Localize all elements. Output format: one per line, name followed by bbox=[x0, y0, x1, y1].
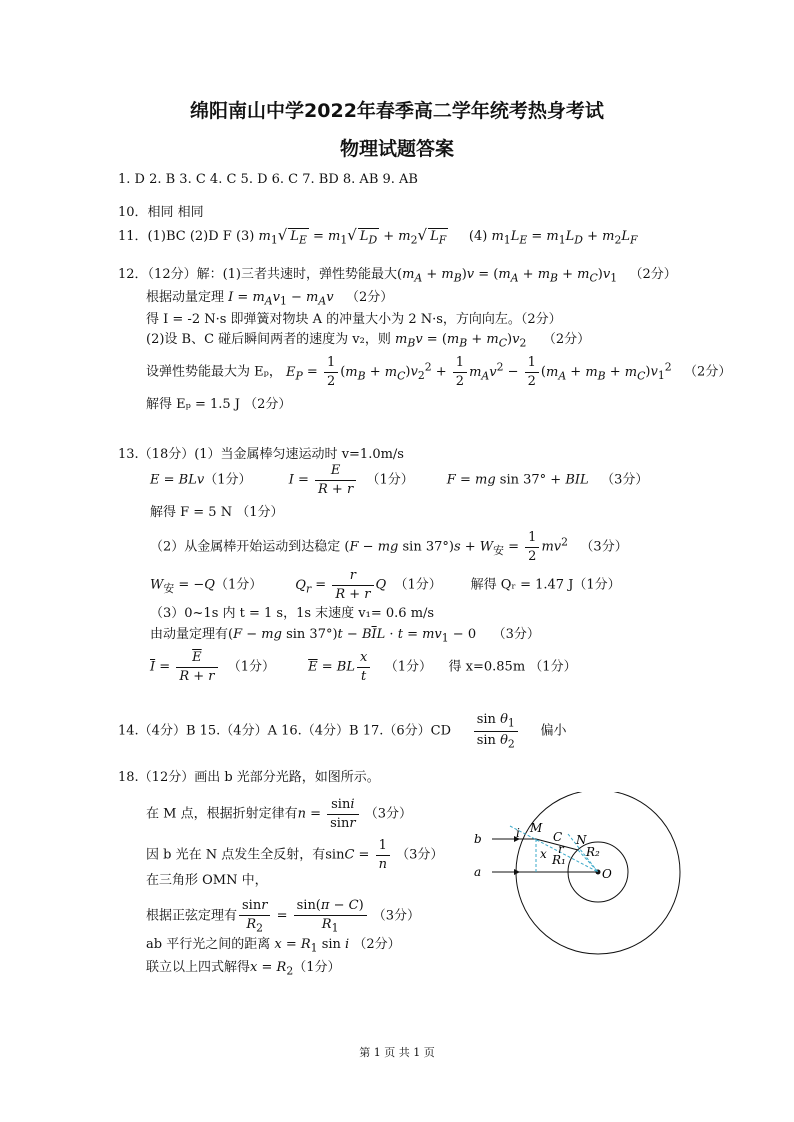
label-c: C bbox=[553, 830, 563, 844]
q12-line3: 得 I = -2 N·s 即弹簧对物块 A 的冲量大小为 2 N·s，方向向左。（2分） bbox=[146, 312, 562, 327]
q13-line1: 13.（18分）(1）当金属棒匀速运动时 v=1.0m/s bbox=[118, 447, 404, 462]
label-n: N bbox=[576, 833, 587, 847]
q12-line4: (2)设 B、C 碰后瞬间两者的速度为 v₂，则 $m_Bv = (m_B + m_C)v_2$ （2分） bbox=[146, 332, 591, 350]
q13-line7: 由动量定理有(F − mg $\sin 37^\circ)t - B\overline{I}L \cdot t = mv_1 - 0$ （3分） bbox=[150, 627, 540, 645]
label-a: a bbox=[474, 865, 482, 879]
q18-line6: ab 平行光之间的距离 $x = R_1$ sin i （2分） bbox=[146, 937, 401, 955]
q13-line6: （3）0~1s 内 t = 1 s，1s 末速度 v₁= 0.6 m/s bbox=[150, 606, 435, 621]
doc-subtitle: 物理试题答案 bbox=[339, 138, 454, 160]
q13-line3: 解得 F = 5 N （1分） bbox=[150, 505, 284, 520]
q14-17-line: 14.（4分）B 15.（4分）A 16.（4分）B 17.（6分）CD $\frac{\sin \theta_1}{\sin \theta_2}$ 偏小 bbox=[118, 712, 567, 751]
q11-part4: (4) bbox=[468, 229, 488, 244]
label-r2: R₂ bbox=[586, 845, 600, 859]
label-b: b bbox=[474, 832, 482, 846]
label-o: O bbox=[602, 867, 612, 881]
q13-line5: $W_安 = -Q(1$分） $Q_r$ = $\frac{r}{R + r}$ Q （1分） 解得 Qᵣ = 1.47 J（1分） bbox=[150, 568, 621, 602]
q12-line5: 设弹性势能最大为 Eₚ， $E_P$ = $\frac{1}{2}$ $(m_B + m_C)v_2^2$ + $\frac{1}{2}$ $m_Av^2$ − $\frac{1}{2}$ $(m_A + m_B + m_C)v_1^2$ （2分） bbox=[146, 355, 732, 389]
optics-figure bbox=[470, 792, 690, 962]
label-m: M bbox=[530, 821, 543, 835]
q11-label: 11．(1)BC (2)D F (3) bbox=[118, 229, 255, 244]
q18-line4: 在三角形 OMN 中， bbox=[146, 873, 268, 888]
label-r: r bbox=[558, 842, 564, 856]
mc-answers: 1. D 2. B 3. C 4. C 5. D 6. C 7. BD 8. AB 9. AB bbox=[118, 172, 418, 187]
label-r1: R₁ bbox=[552, 853, 566, 867]
q13-line8: $\overline{I}$ = $\frac{\overline{E}}{R + r}$ （1分） $\overline{E}$ = BL $\frac{x}{t}$ （1分） 得 x=0.85m （1分） bbox=[150, 650, 577, 684]
q18-line5: 根据正弦定理有 $\frac{\sin r}{R_2}$ = $\frac{\sin(\pi - C)}{R_1}$ （3分） bbox=[146, 898, 421, 935]
q18-line7: 联立以上四式解得$x = R_2(1$分） bbox=[146, 960, 341, 978]
q18-line2: 在 M 点，根据折射定律有n = $\frac{\sin i}{\sin r}$ （3分） bbox=[146, 797, 412, 831]
q13-line4: （2）从金属棒开始运动到达稳定 (F − mg $\sin 37^\circ)s + W_安$ = $\frac{1}{2}$ $mv^2$ （3分） bbox=[150, 530, 628, 564]
q12-line6: 解得 Eₚ = 1.5 J （2分） bbox=[146, 397, 292, 412]
q11-line: 11．(1)BC (2)D F (3) $m_1√$ $L_E = m_1√$ $L_D + m_2√$ $L_F$ (4) $m_1L_E = m_1L_D + m_2L_F$ bbox=[118, 226, 638, 247]
page-footer: 第 1 页 共 1 页 bbox=[359, 1046, 435, 1059]
q10-line: 10．相同 相同 bbox=[118, 205, 204, 220]
ray-a-arrow bbox=[514, 869, 520, 875]
q18-line1: 18.（12分）画出 b 光部分光路，如图所示。 bbox=[118, 770, 380, 785]
q18-line3: 因 b 光在 N 点发生全反射，有sinC = $\frac{1}{n}$ （3分） bbox=[146, 838, 444, 872]
q13-line2: E = BLv（1分） I = $\frac{E}{R + r}$ （1分） F = mg sin 37° + BIL （3分） bbox=[150, 463, 649, 497]
doc-title: 绵阳南山中学2022年春季高二学年统考热身考试 bbox=[190, 100, 604, 122]
q12-line1: 12．（12分）解：(1)三者共速时，弹性势能最大$(m_A + m_B)v = (m_A + m_B + m_C)v_1$ （2分） bbox=[118, 267, 677, 285]
q12-line2: 根据动量定理 $I = m_Av_1 - m_Av$ （2分） bbox=[146, 290, 394, 308]
label-x: x bbox=[540, 847, 547, 861]
label-i: i bbox=[516, 826, 520, 840]
